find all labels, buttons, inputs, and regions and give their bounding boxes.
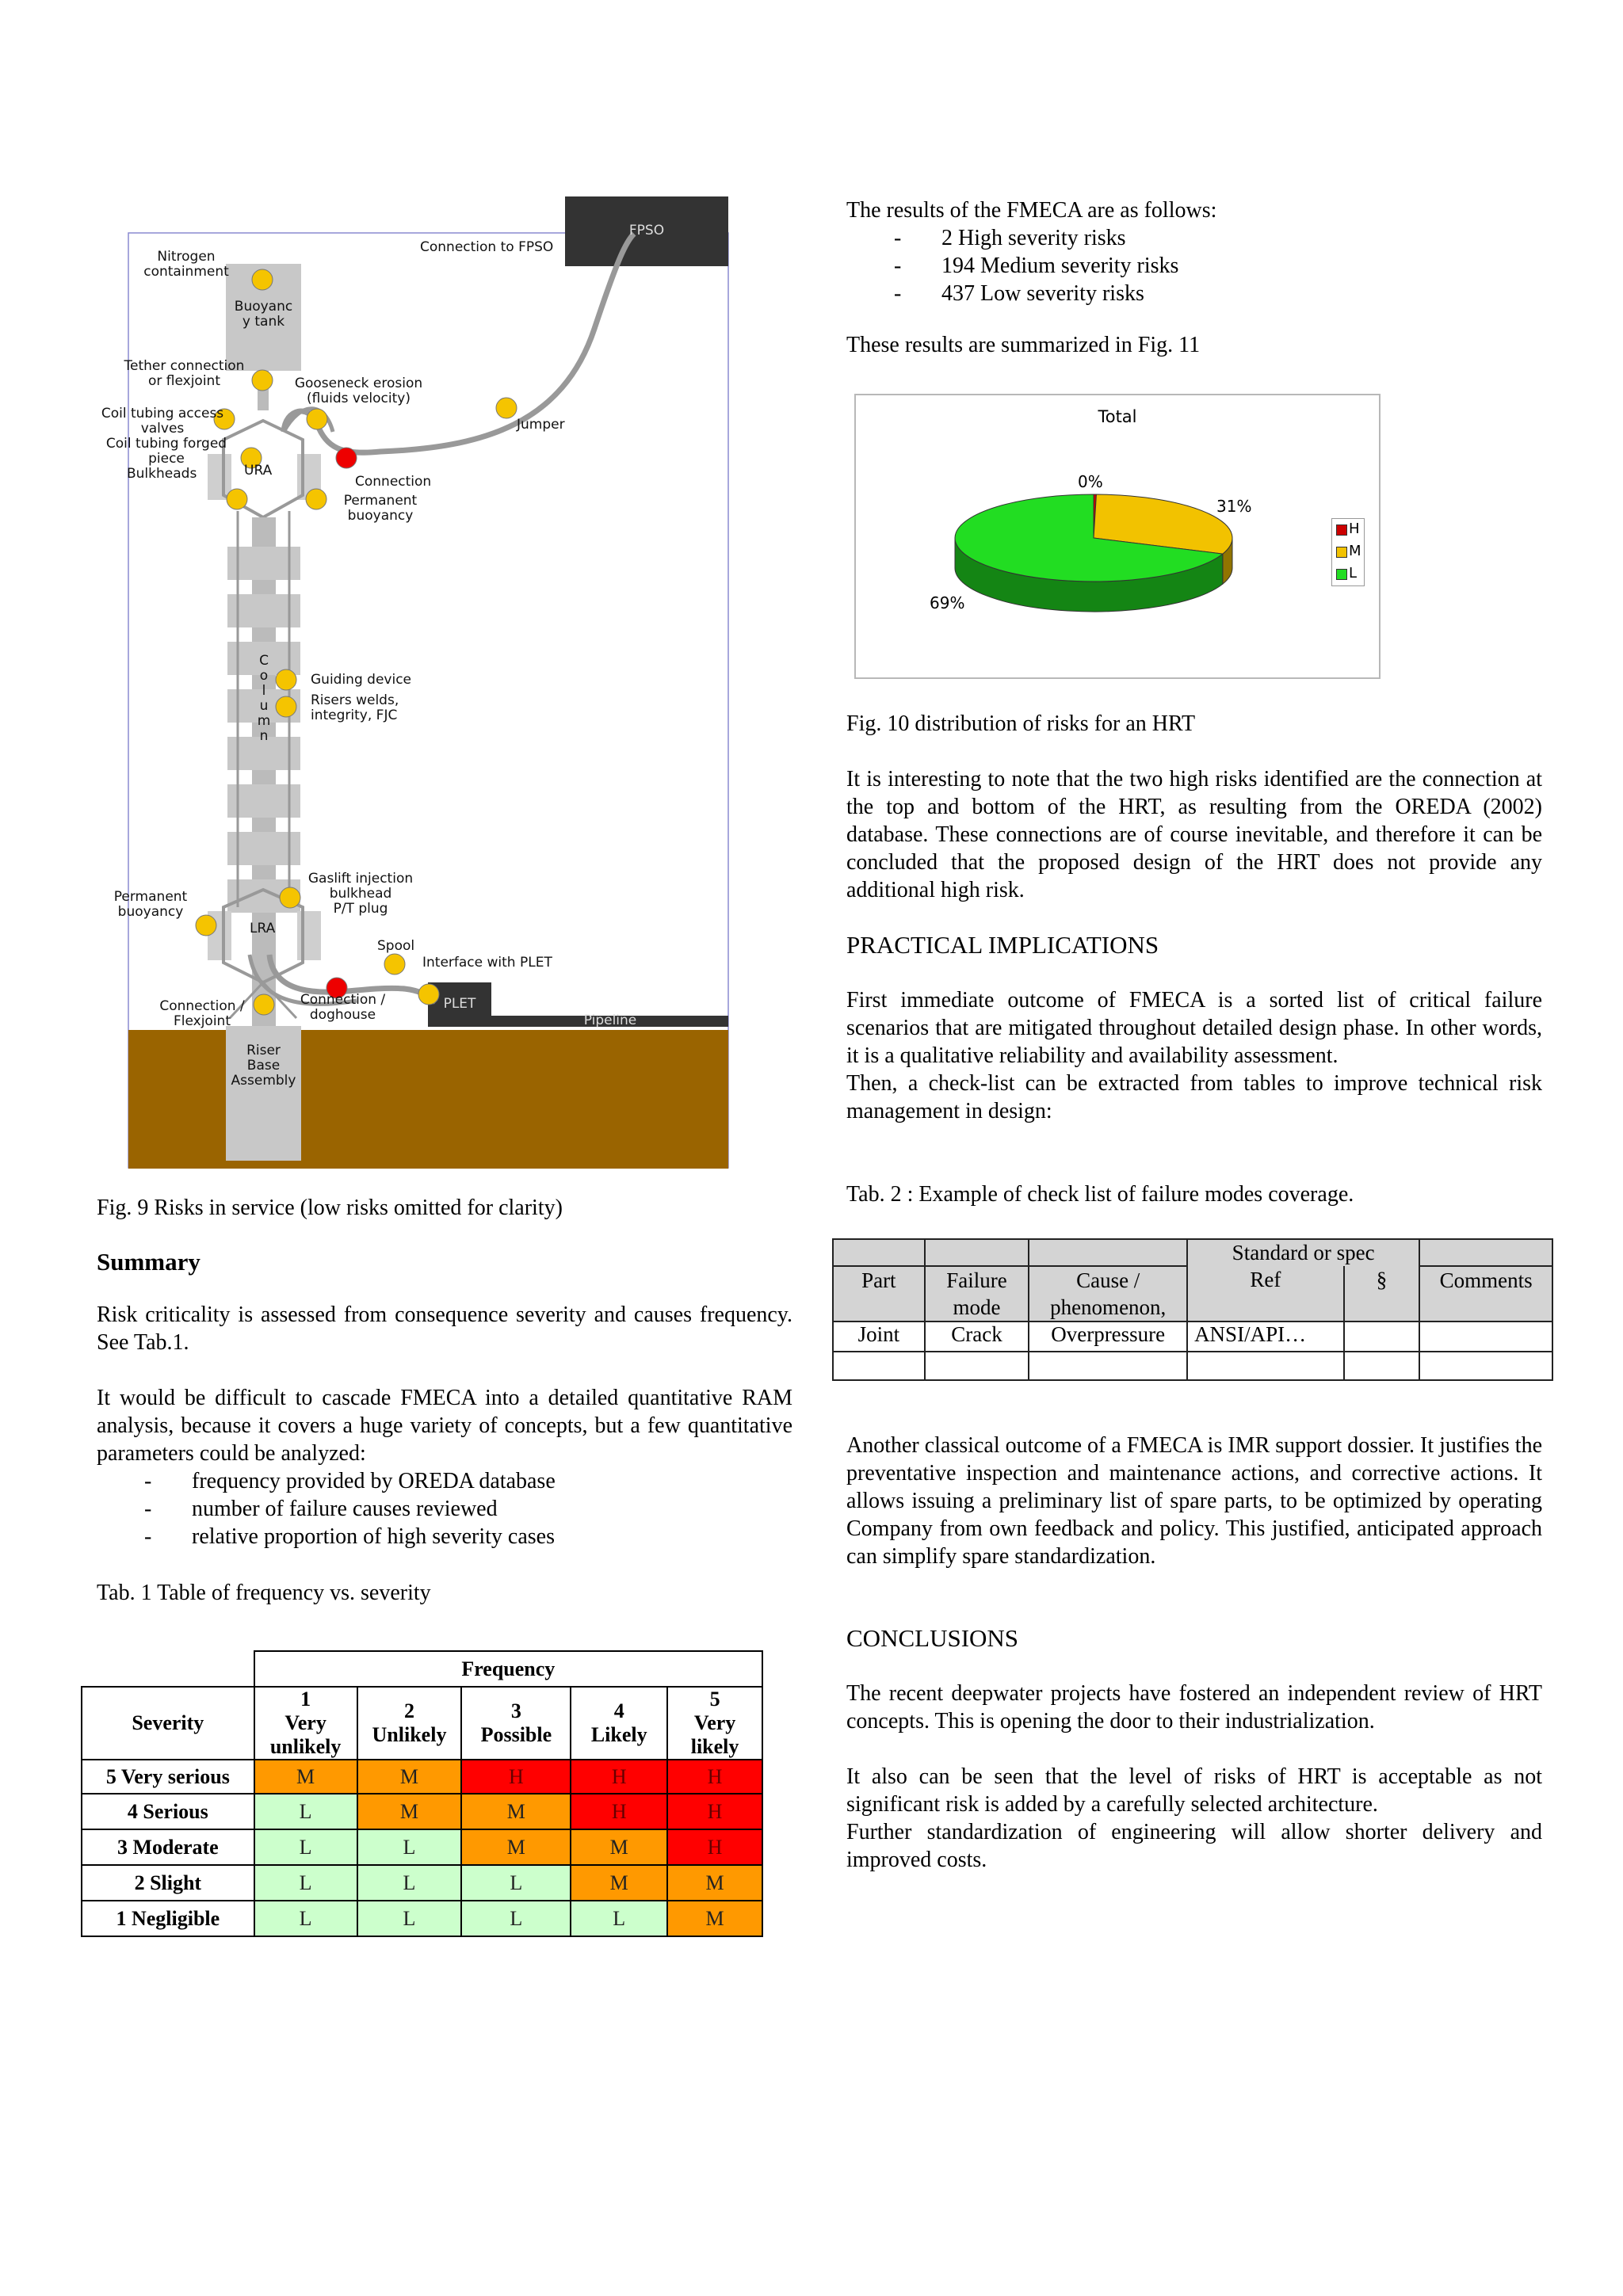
nitrogen-label: Nitrogen containment xyxy=(143,249,229,280)
risk-cell: M xyxy=(461,1829,571,1865)
risk-cell: H xyxy=(667,1794,762,1829)
severity-label: 1 Negligible xyxy=(82,1901,254,1936)
risk-cell: M xyxy=(461,1794,571,1829)
riser-base-label: Riser Base Assembly xyxy=(231,1043,296,1089)
risk-marker-permanent-buoyancy-bottom xyxy=(196,915,216,936)
table-cell xyxy=(1419,1322,1552,1352)
fig10-paragraph: It is interesting to note that the two high risks identified are the connection at the top and bottom of the HRT, as resulting from the OREDA (2002) database. These connections are of course inevitable, and therefore it can be concluded that the proposed design of the HRT does not provide any additional high risk. xyxy=(846,767,1542,902)
table-cell: ANSI/API… xyxy=(1187,1322,1344,1352)
coil-access-label: Coil tubing access valves xyxy=(101,406,224,437)
risk-marker-top-connection xyxy=(336,448,357,468)
risk-cell: M xyxy=(571,1829,667,1865)
legend-swatch-m xyxy=(1336,547,1347,558)
practical-paragraph-1: First immediate outcome of FMECA is a sorted list of critical failure scenarios that are mitigated throughout detailed design phase. In other words, it is a qualitative reliability and availability assessment. xyxy=(846,988,1542,1068)
table-cell xyxy=(1344,1322,1419,1352)
table-row xyxy=(833,1352,1552,1380)
conclusions-paragraph-1: The recent deepwater projects have fostered an independent review of HRT concepts. This is opening the door to their industrialization. xyxy=(846,1681,1542,1733)
results-bullet: - 2 High severity risks xyxy=(846,224,1542,252)
fig9-caption: Fig. 9 Risks in service (low risks omitted for clarity) xyxy=(97,1196,563,1220)
risk-cell: H xyxy=(461,1760,571,1794)
table-cell xyxy=(833,1352,925,1380)
results-bullet-list xyxy=(846,224,1542,307)
summary-paragraph-2: It would be difficult to cascade FMECA into a detailed quantitative RAM analysis, because it covers a huge variety of concepts, but a few quantitative parameters could be analyzed: xyxy=(97,1386,792,1466)
checklist-table xyxy=(832,1238,1553,1381)
fig9-diagram xyxy=(101,194,729,1169)
table-cell: Overpressure xyxy=(1029,1322,1187,1352)
summary-bullet: - frequency provided by OREDA database xyxy=(97,1467,792,1495)
risk-cell: H xyxy=(571,1794,667,1829)
frequency-column-header: 1 Very unlikely xyxy=(254,1687,357,1760)
results-intro: The results of the FMECA are as follows: xyxy=(846,198,1217,223)
pie-chart-graphic xyxy=(856,395,1379,677)
table-cell xyxy=(925,1352,1029,1380)
table-cell: Crack xyxy=(925,1322,1029,1352)
table-row xyxy=(833,1322,1552,1352)
table-cell xyxy=(1419,1352,1552,1380)
connection-flexjoint-label: Connection / Flexjoint xyxy=(159,998,245,1029)
legend-swatch-h xyxy=(1336,524,1347,536)
results-summarized: These results are summarized in Fig. 11 xyxy=(846,333,1201,357)
risk-marker-welds xyxy=(276,696,296,717)
gaslift-label: Gaslift injection bulkhead P/T plug xyxy=(307,871,414,917)
pie-label-h: 0% xyxy=(1078,472,1103,491)
risk-cell: H xyxy=(667,1760,762,1794)
risk-marker-guiding-device xyxy=(276,669,296,690)
ura-label: URA xyxy=(244,463,273,479)
table-cell xyxy=(1029,1352,1187,1380)
table-row xyxy=(82,1829,762,1865)
risk-marker-bulkheads xyxy=(227,489,247,509)
pipeline-label: Pipeline xyxy=(583,1013,637,1028)
coil-forged-label: Coil tubing forged piece xyxy=(105,436,227,467)
frequency-severity-table xyxy=(81,1650,763,1937)
connection-doghouse-label: Connection / doghouse xyxy=(300,992,386,1023)
risk-cell: M xyxy=(254,1760,357,1794)
severity-label: 2 Slight xyxy=(82,1865,254,1901)
tether-label: Tether connection or flexjoint xyxy=(124,358,245,389)
buoyancy-tank-label: Buoyanc y tank xyxy=(234,299,293,330)
practical-paragraph-2: Then, a check-list can be extracted from tables to improve technical risk management in design: xyxy=(846,1071,1542,1123)
conclusions-paragraph-2: It also can be seen that the level of risks of HRT is acceptable as not significant risk is added by a carefully selected architecture. xyxy=(846,1764,1542,1817)
frequency-header: Frequency xyxy=(254,1651,762,1687)
imr-paragraph: Another classical outcome of a FMECA is IMR support dossier. It justifies the preventative inspection and maintenance actions, and corrective actions. It allows issuing a preliminary list of spare parts, to be optimized by operating Company from own feedback and policy. This justified, anticipated approach can simplify spare standardization. xyxy=(846,1433,1543,1569)
risk-distribution-chart xyxy=(854,394,1381,679)
risk-marker-jumper xyxy=(496,398,517,418)
bulkheads-label: Bulkheads xyxy=(127,466,197,482)
frequency-column-header: 3 Possible xyxy=(461,1687,571,1760)
results-bullet: - 194 Medium severity risks xyxy=(846,252,1542,280)
spool-label: Spool xyxy=(377,938,415,954)
interface-plet-label: Interface with PLET xyxy=(422,955,552,971)
legend-item-m: M xyxy=(1349,543,1361,559)
risk-cell: L xyxy=(461,1901,571,1936)
risk-cell: L xyxy=(571,1901,667,1936)
table-cell: Joint xyxy=(833,1322,925,1352)
failure-mode-header: Failure mode xyxy=(925,1266,1029,1322)
summary-paragraph-1: Risk criticality is assessed from consequence severity and causes frequency. See Tab.1. xyxy=(97,1302,792,1355)
severity-label: 4 Serious xyxy=(82,1794,254,1829)
risk-cell: H xyxy=(571,1760,667,1794)
frequency-column-header: 4 Likely xyxy=(571,1687,667,1760)
practical-heading: PRACTICAL IMPLICATIONS xyxy=(846,931,1159,959)
table-row xyxy=(82,1760,762,1794)
risk-marker-spool xyxy=(384,954,405,974)
table-cell xyxy=(1344,1352,1419,1380)
results-bullet: - 437 Low severity risks xyxy=(846,280,1542,307)
connection-label: Connection xyxy=(355,474,432,490)
risk-marker-permanent-buoyancy-top xyxy=(306,489,327,509)
risk-marker-gooseneck xyxy=(307,409,327,429)
risk-cell: L xyxy=(254,1829,357,1865)
chart-title: Total xyxy=(1098,407,1137,426)
column-label: C o l u m n xyxy=(257,653,271,744)
pie-label-l: 69% xyxy=(930,593,965,612)
risk-cell: M xyxy=(357,1794,462,1829)
tab2-caption: Tab. 2 : Example of check list of failure modes coverage. xyxy=(846,1182,1354,1207)
risk-cell: M xyxy=(667,1865,762,1901)
jumper-label: Jumper xyxy=(517,417,565,433)
tab1-caption: Tab. 1 Table of frequency vs. severity xyxy=(97,1581,431,1605)
frequency-column-header: 2 Unlikely xyxy=(357,1687,462,1760)
risk-cell: H xyxy=(667,1829,762,1865)
summary-bullet: - relative proportion of high severity cases xyxy=(97,1523,792,1550)
table-row xyxy=(82,1865,762,1901)
risk-cell: L xyxy=(357,1829,462,1865)
gooseneck-label: Gooseneck erosion (fluids velocity) xyxy=(294,376,423,406)
standard-header: Standard or spec xyxy=(1187,1239,1419,1266)
table-row xyxy=(82,1901,762,1936)
risk-marker-nitrogen xyxy=(252,269,273,290)
legend-swatch-l xyxy=(1336,569,1347,580)
severity-label: 5 Very serious xyxy=(82,1760,254,1794)
permanent-buoyancy-bottom-label: Permanent buoyancy xyxy=(113,889,188,920)
risk-cell: M xyxy=(571,1865,667,1901)
lra-label: LRA xyxy=(250,921,276,936)
guiding-device-label: Guiding device xyxy=(311,672,411,688)
risk-cell: L xyxy=(357,1901,462,1936)
legend-item-h: H xyxy=(1349,521,1360,537)
ref-header: Ref xyxy=(1187,1266,1344,1322)
chart-legend xyxy=(1331,518,1365,586)
pie-label-m: 31% xyxy=(1216,497,1252,516)
cause-header: Cause / phenomenon, xyxy=(1029,1266,1187,1322)
risk-cell: L xyxy=(254,1865,357,1901)
seabed xyxy=(128,1030,728,1169)
risk-marker-gaslift xyxy=(280,887,300,908)
plet-label: PLET xyxy=(443,996,476,1012)
summary-bullet: - number of failure causes reviewed xyxy=(97,1495,792,1523)
risk-cell: L xyxy=(254,1901,357,1936)
table-cell xyxy=(1187,1352,1344,1380)
severity-label: 3 Moderate xyxy=(82,1829,254,1865)
permanent-buoyancy-top-label: Permanent buoyancy xyxy=(343,493,418,524)
section-header: § xyxy=(1344,1266,1419,1322)
summary-heading: Summary xyxy=(97,1248,200,1276)
summary-bullet-list xyxy=(97,1467,792,1550)
part-header: Part xyxy=(833,1266,925,1322)
risk-cell: L xyxy=(254,1794,357,1829)
frequency-column-header: 5 Very likely xyxy=(667,1687,762,1760)
welds-label: Risers welds, integrity, FJC xyxy=(311,692,399,723)
risk-cell: M xyxy=(357,1760,462,1794)
risk-cell: L xyxy=(461,1865,571,1901)
comments-header: Comments xyxy=(1419,1266,1552,1322)
table-row xyxy=(82,1794,762,1829)
conclusions-heading: CONCLUSIONS xyxy=(846,1624,1019,1652)
fpso-label: FPSO xyxy=(628,223,665,238)
connection-fpso-label: Connection to FPSO xyxy=(420,239,554,255)
risk-marker-tether xyxy=(252,370,273,391)
conclusions-paragraph-3: Further standardization of engineering will allow shorter delivery and improved costs. xyxy=(846,1820,1542,1872)
fig10-caption: Fig. 10 distribution of risks for an HRT xyxy=(846,711,1196,736)
severity-header: Severity xyxy=(82,1687,254,1760)
risk-cell: M xyxy=(667,1901,762,1936)
legend-item-l: L xyxy=(1349,565,1358,582)
risk-cell: L xyxy=(357,1865,462,1901)
